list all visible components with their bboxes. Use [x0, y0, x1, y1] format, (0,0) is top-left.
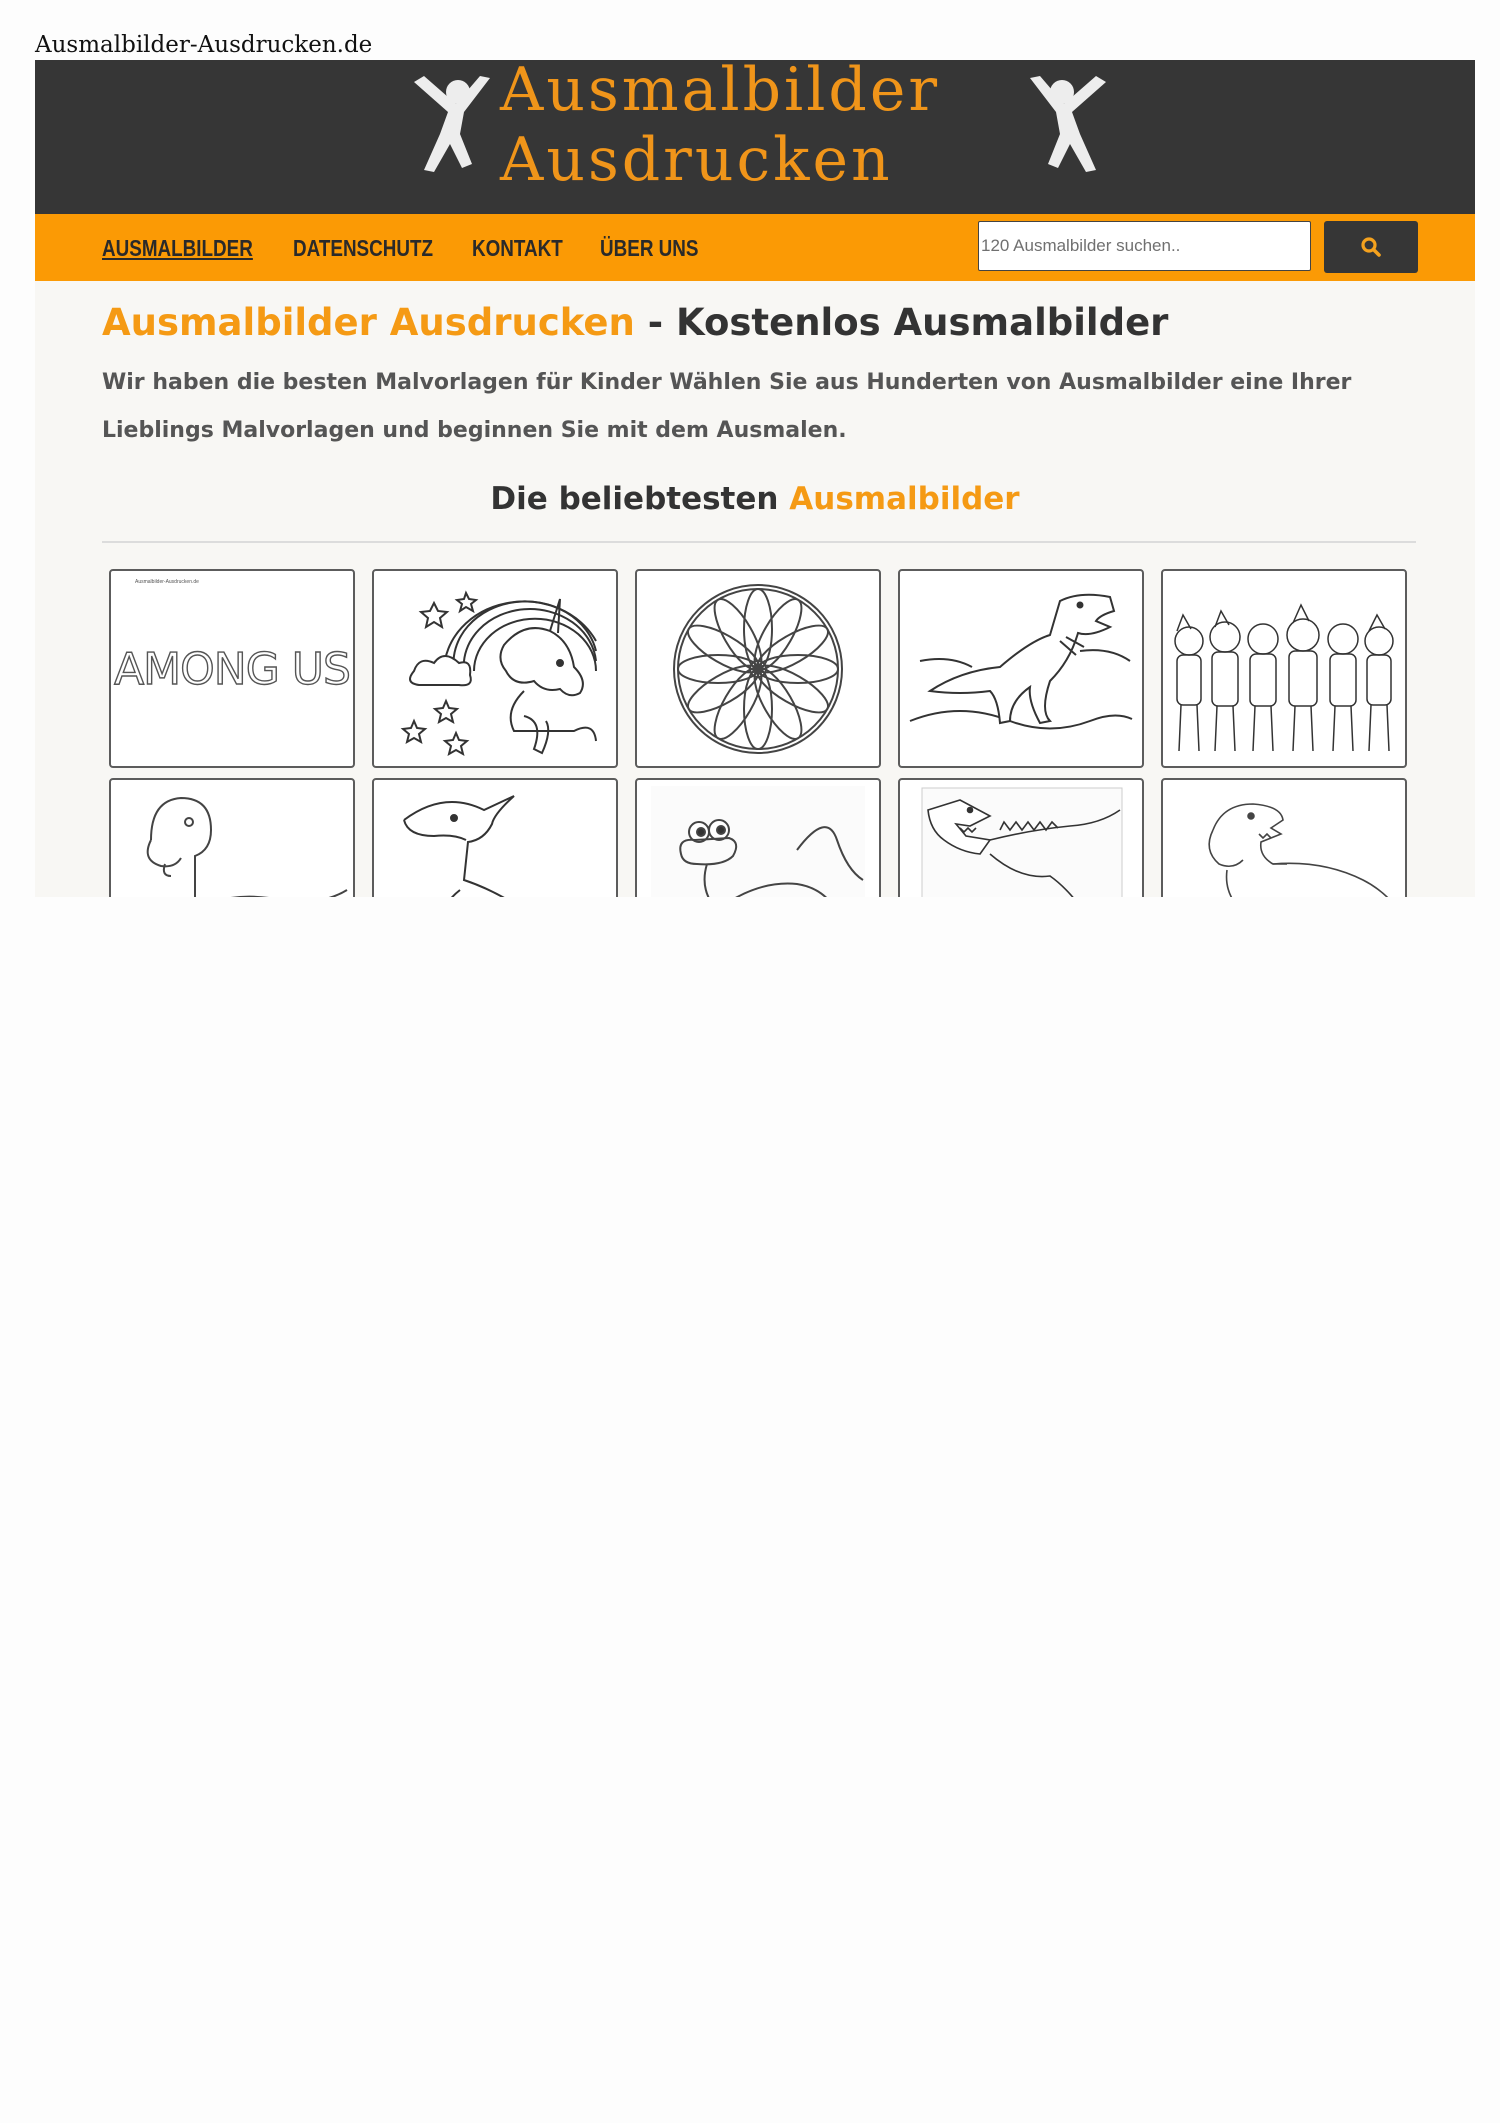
coloring-card-cartoon-dino[interactable] [109, 778, 355, 897]
card-caption: Ausmalbilder-Ausdrucken.de [135, 579, 199, 585]
among-us-image [111, 571, 353, 766]
page-title-end: Ausmalbilder [893, 301, 1169, 344]
main-navigation [35, 214, 1475, 281]
coloring-card-t-rex-sketch[interactable] [1161, 778, 1407, 897]
coloring-card-unicorn[interactable] [372, 569, 618, 768]
section-heading-text: Die beliebtesten [490, 481, 790, 517]
search-button[interactable] [1324, 221, 1418, 273]
nav-item-datenschutz[interactable]: DATENSCHUTZ [293, 235, 434, 261]
coloring-card-mandala[interactable] [635, 569, 881, 768]
search-icon [1360, 236, 1382, 258]
nav-item-ausmalbilder[interactable]: AUSMALBILDER [102, 235, 253, 261]
t-rex-sketch-image [1163, 780, 1405, 897]
coloring-card-cute-dino[interactable] [635, 778, 881, 897]
intro-paragraph: Wir haben die besten Malvorlagen für Kinder Wählen Sie aus Hunderten von Ausmalbilder eine Ihrer Lieblings Malvorlagen und beginnen Sie mit dem Ausmalen. [102, 370, 1352, 443]
section-heading-highlight: Ausmalbilder [789, 481, 1020, 517]
logo-text: Ausmalbilder Ausdrucken [500, 60, 941, 195]
page-title-highlight: Ausmalbilder Ausdrucken [102, 301, 635, 344]
cheering-figure-icon [410, 76, 496, 176]
roaring-t-rex-image [900, 780, 1142, 897]
site-logo[interactable] [410, 60, 1110, 195]
cute-dino-image [637, 780, 879, 897]
section-divider [102, 541, 1416, 543]
coloring-card-roaring-t-rex[interactable] [898, 778, 1144, 897]
mandala-image [637, 571, 879, 766]
cheering-figure-icon [1024, 76, 1110, 176]
among-us-text: AMONG US [114, 644, 350, 695]
nav-item-ueber-uns[interactable]: ÜBER UNS [600, 235, 699, 261]
coloring-card-anime-group[interactable] [1161, 569, 1407, 768]
coloring-card-t-rex[interactable] [898, 569, 1144, 768]
t-rex-image [900, 571, 1142, 766]
page-title [102, 301, 1168, 344]
section-heading [35, 481, 1475, 517]
parasaurolophus-image [374, 780, 616, 897]
search-input[interactable] [978, 221, 1311, 271]
cartoon-dino-image [111, 780, 353, 897]
coloring-card-parasaurolophus[interactable] [372, 778, 618, 897]
main-content [35, 281, 1475, 897]
nav-item-kontakt[interactable]: KONTAKT [472, 235, 563, 261]
unicorn-image [374, 571, 616, 766]
website-screenshot [35, 60, 1475, 897]
site-header [35, 60, 1475, 214]
document-title: Ausmalbilder-Ausdrucken.de [35, 32, 373, 58]
page-title-middle: - Kostenlos [634, 301, 894, 344]
coloring-card-among-us[interactable] [109, 569, 355, 768]
anime-group-image [1163, 571, 1405, 766]
